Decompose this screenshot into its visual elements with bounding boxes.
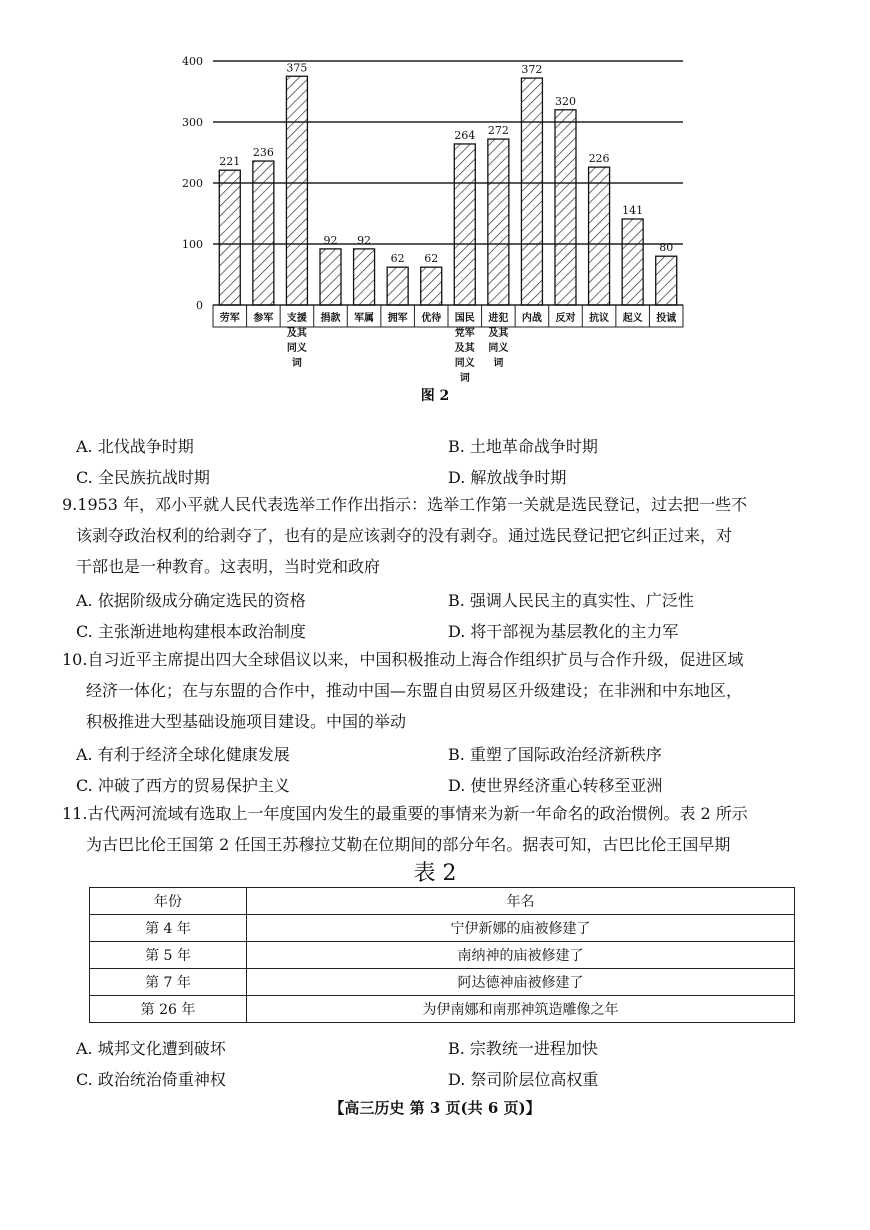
q9-option-a: A. 依据阶级成分确定选民的资格 bbox=[76, 591, 306, 610]
header-year-name: 年名 bbox=[247, 888, 795, 915]
q8-option-c: C. 全民族抗战时期 bbox=[76, 468, 210, 487]
bar-value-label: 92 bbox=[323, 233, 338, 247]
x-category-label: 及其 bbox=[286, 328, 307, 339]
bar-value-label: 226 bbox=[588, 152, 610, 166]
table-row bbox=[90, 942, 795, 969]
x-category-label: 劳军 bbox=[219, 313, 240, 324]
question-11 bbox=[62, 798, 832, 860]
x-category-label: 参军 bbox=[253, 313, 274, 324]
table-row bbox=[90, 915, 795, 942]
table-row bbox=[90, 969, 795, 996]
x-category-label: 捐款 bbox=[320, 313, 341, 324]
bar bbox=[253, 161, 274, 305]
q9-line-1: 1953 年，邓小平就人民代表选举工作作出指示：选举工作第一关就是选民登记，过去把一些不 bbox=[77, 495, 748, 514]
y-tick-label: 400 bbox=[182, 55, 203, 68]
x-category-label: 词 bbox=[291, 358, 302, 369]
x-category-label: 国民 bbox=[454, 313, 475, 324]
q8-option-d: D. 解放战争时期 bbox=[448, 468, 567, 487]
x-category-label: 及其 bbox=[454, 343, 475, 354]
bar-chart bbox=[0, 0, 870, 395]
x-category-label: 及其 bbox=[488, 328, 509, 339]
y-tick-label: 200 bbox=[182, 177, 203, 190]
q10-number: 10. bbox=[62, 650, 88, 669]
cell-year-name: 为伊南娜和南那神筑造雕像之年 bbox=[247, 996, 795, 1023]
x-category-label: 词 bbox=[493, 358, 504, 369]
bar bbox=[622, 219, 643, 305]
question-10 bbox=[62, 644, 832, 737]
q10-option-a: A. 有利于经济全球化健康发展 bbox=[76, 745, 290, 764]
x-category-label: 抗议 bbox=[589, 313, 610, 324]
q10-line-1: 自习近平主席提出四大全球倡议以来，中国积极推动上海合作组织扩员与合作升级，促进区域 bbox=[87, 650, 744, 669]
figure-caption: 图 2 bbox=[420, 388, 450, 404]
table-2 bbox=[89, 887, 795, 1023]
bar bbox=[286, 76, 307, 305]
q10-line-2: 经济一体化；在与东盟的合作中，推动中国—东盟自由贸易区升级建设；在非洲和中东地区， bbox=[86, 681, 743, 700]
bar bbox=[387, 267, 408, 305]
table-2-title: 表 2 bbox=[413, 861, 457, 886]
x-category-label: 内战 bbox=[521, 313, 542, 324]
q9-number: 9. bbox=[62, 495, 78, 514]
x-category-label: 党军 bbox=[454, 328, 475, 339]
bar-value-label: 264 bbox=[454, 128, 476, 142]
y-tick-label: 100 bbox=[182, 238, 203, 251]
q11-number: 11. bbox=[62, 804, 88, 823]
bar-value-label: 62 bbox=[424, 252, 439, 266]
x-category-label: 起义 bbox=[622, 313, 643, 324]
table-row bbox=[90, 996, 795, 1023]
x-category-label: 进犯 bbox=[488, 313, 509, 324]
q11-line-1: 古代两河流域有选取上一年度国内发生的最重要的事情来为新一年命名的政治惯例。表 2 所示 bbox=[87, 804, 748, 823]
q9-line-2: 该剥夺政治权利的给剥夺了，也有的是应该剥夺的没有剥夺。通过选民登记把它纠正过来，对 bbox=[76, 526, 733, 545]
bar bbox=[488, 139, 509, 305]
cell-year: 第 4 年 bbox=[90, 915, 247, 942]
bar bbox=[320, 249, 341, 305]
bar bbox=[454, 144, 475, 305]
bar bbox=[521, 78, 542, 305]
x-category-label: 词 bbox=[459, 373, 470, 384]
x-category-label: 支援 bbox=[286, 313, 307, 324]
q9-line-3: 干部也是一种教育。这表明，当时党和政府 bbox=[76, 557, 381, 576]
bar-value-label: 320 bbox=[555, 94, 576, 108]
table-header-row bbox=[90, 888, 795, 915]
cell-year: 第 7 年 bbox=[90, 969, 247, 996]
bar-value-label: 272 bbox=[487, 124, 509, 138]
x-category-label: 军属 bbox=[354, 313, 375, 324]
x-category-label: 投诚 bbox=[656, 313, 677, 324]
bar bbox=[555, 110, 576, 305]
cell-year: 第 26 年 bbox=[90, 996, 247, 1023]
header-year: 年份 bbox=[90, 888, 247, 915]
cell-year-name: 阿达德神庙被修建了 bbox=[247, 969, 795, 996]
bar bbox=[354, 249, 375, 305]
page-footer: 【高三历史 第 3 页(共 6 页)】 bbox=[329, 1099, 541, 1117]
bar-value-label: 62 bbox=[390, 252, 405, 266]
q10-option-d: D. 使世界经济重心转移至亚洲 bbox=[448, 776, 663, 795]
x-category-label: 优待 bbox=[421, 313, 442, 324]
x-category-label: 同义 bbox=[454, 358, 475, 369]
y-tick-label: 300 bbox=[182, 116, 203, 129]
bar bbox=[219, 170, 240, 305]
bar-value-label: 80 bbox=[659, 241, 674, 255]
q9-option-d: D. 将干部视为基层教化的主力军 bbox=[448, 622, 679, 641]
cell-year-name: 南纳神的庙被修建了 bbox=[247, 942, 795, 969]
x-category-label: 反对 bbox=[555, 313, 576, 324]
y-tick-label: 0 bbox=[196, 299, 203, 312]
q11-option-a: A. 城邦文化遭到破坏 bbox=[76, 1039, 226, 1058]
q9-option-c: C. 主张渐进地构建根本政治制度 bbox=[76, 622, 306, 641]
bar bbox=[421, 267, 442, 305]
bar-value-label: 92 bbox=[357, 233, 372, 247]
bar bbox=[589, 167, 610, 305]
bar-value-label: 375 bbox=[286, 61, 308, 75]
q8-option-a: A. 北伐战争时期 bbox=[76, 437, 194, 456]
x-category-label: 拥军 bbox=[387, 313, 408, 324]
q11-option-c: C. 政治统治倚重神权 bbox=[76, 1070, 226, 1089]
question-9 bbox=[62, 489, 822, 582]
q11-option-b: B. 宗教统一进程加快 bbox=[448, 1039, 598, 1058]
q11-line-2: 为古巴比伦王国第 2 任国王苏穆拉艾勒在位期间的部分年名。据表可知，古巴比伦王国早期 bbox=[86, 835, 731, 854]
q11-option-d: D. 祭司阶层位高权重 bbox=[448, 1070, 599, 1089]
bar-value-label: 141 bbox=[622, 203, 644, 217]
bar bbox=[656, 256, 677, 305]
q8-option-b: B. 土地革命战争时期 bbox=[448, 437, 598, 456]
q10-option-c: C. 冲破了西方的贸易保护主义 bbox=[76, 776, 290, 795]
q10-line-3: 积极推进大型基础设施项目建设。中国的举动 bbox=[86, 712, 407, 731]
bar-value-label: 372 bbox=[521, 63, 543, 77]
cell-year: 第 5 年 bbox=[90, 942, 247, 969]
x-category-label: 同义 bbox=[488, 343, 509, 354]
cell-year-name: 宁伊新娜的庙被修建了 bbox=[247, 915, 795, 942]
q10-option-b: B. 重塑了国际政治经济新秩序 bbox=[448, 745, 662, 764]
q9-option-b: B. 强调人民民主的真实性、广泛性 bbox=[448, 591, 694, 610]
x-category-label: 同义 bbox=[286, 343, 307, 354]
bar-value-label: 236 bbox=[252, 146, 274, 160]
bar-value-label: 221 bbox=[219, 155, 241, 169]
